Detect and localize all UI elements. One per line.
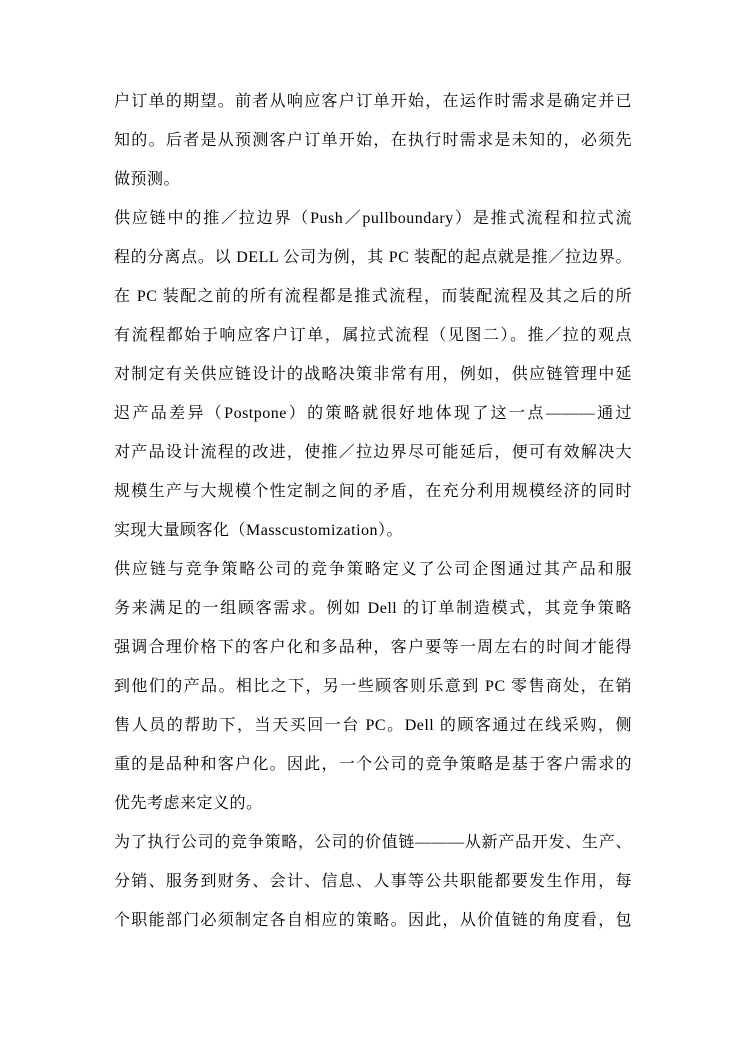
text-line: 对产品设计流程的改进，使推／拉边界尽可能延后，便可有效解决大 (114, 444, 632, 461)
text-line: 有流程都始于响应客户订单，属拉式流程（见图二）。推／拉的观点 (114, 327, 632, 344)
text-line: 知的。后者是从预测客户订单开始，在执行时需求是未知的，必须先 (114, 132, 632, 149)
text-line: 重的是品种和客户化。因此，一个公司的竞争策略是基于客户需求的 (114, 756, 632, 773)
text-line: 程的分离点。以 DELL 公司为例，其 PC 装配的起点就是推／拉边界。 (114, 249, 632, 266)
text-line: 规模生产与大规模个性定制之间的矛盾，在充分利用规模经济的同时 (114, 483, 632, 500)
text-line: 做预测。 (114, 171, 181, 188)
text-line: 供应链中的推／拉边界（Push／pullboundary）是推式流程和拉式流 (114, 210, 632, 227)
text-line: 强调合理价格下的客户化和多品种，客户要等一周左右的时间才能得 (114, 639, 632, 656)
document-body (114, 82, 632, 940)
text-line: 对制定有关供应链设计的战略决策非常有用，例如，供应链管理中延 (114, 366, 632, 383)
text-line: 实现大量顾客化（Masscustomization）。 (114, 522, 404, 539)
text-line: 供应链与竞争策略公司的竞争策略定义了公司企图通过其产品和服 (114, 561, 632, 578)
text-line: 务来满足的一组顾客需求。例如 Dell 的订单制造模式，其竞争策略 (114, 600, 632, 617)
text-line: 迟产品差异（Postpone）的策略就很好地体现了这一点———通过 (114, 405, 632, 422)
text-line: 优先考虑来定义的。 (114, 795, 263, 812)
text-line: 为了执行公司的竞争策略，公司的价值链———从新产品开发、生产、 (114, 834, 632, 851)
text-line: 户订单的期望。前者从响应客户订单开始，在运作时需求是确定并已 (114, 93, 632, 110)
text-line: 在 PC 装配之前的所有流程都是推式流程，而装配流程及其之后的所 (114, 288, 632, 305)
text-line: 分销、服务到财务、会计、信息、人事等公共职能都要发生作用，每 (114, 873, 632, 890)
text-line: 售人员的帮助下，当天买回一台 PC。Dell 的顾客通过在线采购，侧 (114, 717, 632, 734)
text-line: 到他们的产品。相比之下，另一些顾客则乐意到 PC 零售商处，在销 (114, 678, 632, 695)
text-line: 个职能部门必须制定各自相应的策略。因此，从价值链的角度看，包 (114, 912, 632, 929)
